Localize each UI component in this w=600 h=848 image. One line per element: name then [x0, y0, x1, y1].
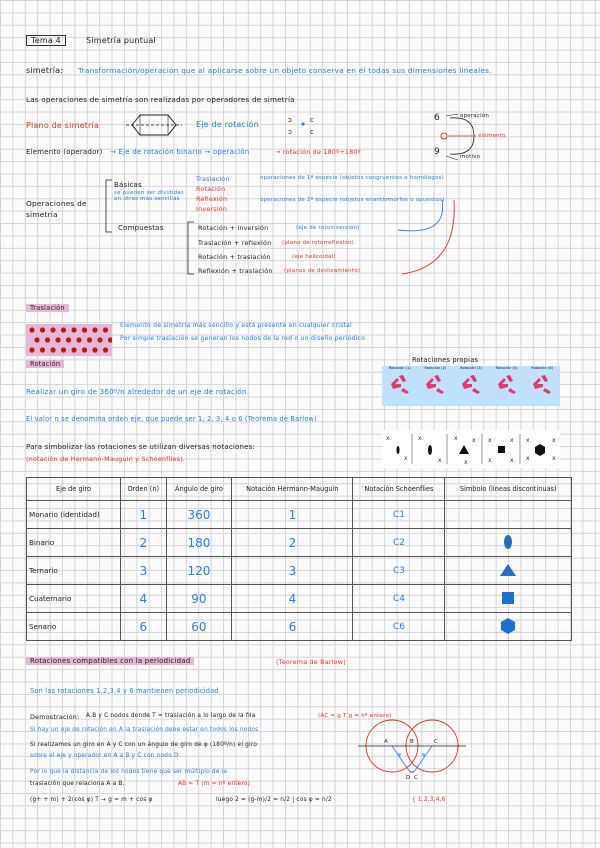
- comp-2: Traslación + reflexión: [198, 239, 272, 247]
- svg-text:x: x: [488, 457, 492, 464]
- table-row: [27, 613, 572, 641]
- svg-text:ↄ: ↄ: [288, 128, 292, 136]
- col-simbolo: Símbolo (líneas discontinuas): [445, 478, 572, 501]
- elemento-label: Elemento (operador): [26, 148, 103, 156]
- svg-text:c: c: [310, 128, 314, 136]
- comp-1-note: (eje de rotoinversión): [296, 225, 360, 231]
- page-title: Simetría puntual: [86, 36, 156, 45]
- lattice-node: [29, 347, 34, 352]
- cell-orden: 6: [121, 613, 167, 641]
- compat-line-1: Son las rotaciones 1,2,3,4 y 6 mantienen periodicidad: [30, 687, 219, 695]
- cell-schoenflies: C1: [353, 501, 445, 529]
- svg-text:x: x: [526, 437, 530, 444]
- svg-text:D: D: [406, 775, 411, 781]
- lattice-pattern: [26, 324, 112, 356]
- cell-schoenflies: C3: [353, 557, 445, 585]
- rotation-hand-cell: [490, 366, 524, 398]
- svg-text:φ: φ: [422, 752, 426, 758]
- hand-icon: [456, 370, 486, 398]
- motif-nine: 9: [434, 147, 440, 157]
- op-sim-label: Operaciones de simetría: [26, 199, 87, 219]
- dem-1-red: (AC = g T g = nº entero): [318, 713, 392, 719]
- tema-label: Tema 4: [31, 36, 61, 45]
- cell-angulo: 90: [166, 585, 232, 613]
- hand-label: Rotación (1): [388, 366, 411, 370]
- cell-hm: 2: [232, 529, 353, 557]
- col-eje: Eje de giro: [27, 478, 121, 501]
- hand-label: Rotación (3): [460, 366, 482, 370]
- svg-text:x: x: [472, 437, 476, 444]
- hand-icon: [420, 370, 450, 398]
- svg-text:x: x: [510, 437, 514, 444]
- table-row: [27, 557, 572, 585]
- lattice-node: [71, 347, 76, 352]
- cell-eje: Senario: [27, 613, 121, 641]
- svg-text:x: x: [526, 455, 530, 462]
- cell-schoenflies: C4: [353, 585, 445, 613]
- lattice-node: [34, 337, 39, 342]
- motif-six: 6: [434, 113, 440, 123]
- dem-2: Si hay un eje de rotación en A la traslación debe estar en todos los nodos: [30, 727, 259, 733]
- lattice-node: [50, 327, 55, 332]
- dem-6: traslación que relaciona A a B.: [30, 781, 125, 787]
- svg-text:φ: φ: [398, 752, 402, 758]
- oval-symbol-icon: [445, 529, 572, 557]
- lattice-node: [82, 347, 87, 352]
- cell-schoenflies: C6: [353, 613, 445, 641]
- diagram-operacion: operación: [460, 113, 490, 119]
- svg-text:ↄ: ↄ: [288, 116, 292, 124]
- traslacion-line-2: Por simple traslación se generan los nodos de la red o un diseño periódico: [120, 335, 366, 342]
- diagram-motivo: motivo: [460, 154, 481, 160]
- svg-text:x: x: [386, 435, 390, 442]
- comp-3: Rotación + traslación: [198, 253, 271, 261]
- hand-icon: [527, 370, 557, 398]
- svg-text:B: B: [410, 739, 414, 745]
- rotation-hand-cell: [418, 366, 452, 398]
- col-schoenflies: Notación Schoenflies: [353, 478, 445, 501]
- rotation-hand-cell: [454, 366, 488, 398]
- lattice-node: [66, 337, 71, 342]
- dem-5: Por lo que la distancia de los nodos tiene que ser múltiplo de la: [30, 769, 228, 775]
- lattice-node: [55, 337, 60, 342]
- elemento-text: → Eje de rotación binario → operación: [110, 148, 250, 156]
- comp-4: Reflexión + traslación: [198, 267, 273, 275]
- rotation-dots-figure: [286, 112, 320, 136]
- cell-angulo: 120: [166, 557, 232, 585]
- dem-7b: luego 2 = (g-m)/2 = n/2 | cos φ = n/2: [216, 797, 332, 803]
- dem-label: Demostración:: [30, 713, 80, 721]
- lattice-node: [103, 327, 108, 332]
- cell-hm: 4: [232, 585, 353, 613]
- hand-label: Rotación (6): [531, 366, 554, 370]
- dem-6b: AB = T (m = nº entero): [178, 781, 251, 787]
- traslacion-heading: Traslación: [26, 304, 69, 312]
- cell-schoenflies: C2: [353, 529, 445, 557]
- compat-heading: Rotaciones compatibles con la periodicidad: [26, 657, 194, 665]
- compat-teorema: (Teorema de Barlow): [276, 658, 346, 666]
- comp-arrows: [388, 196, 458, 280]
- cell-angulo: 360: [166, 501, 232, 529]
- comp-brace: [186, 220, 196, 276]
- rotation-table: [26, 477, 572, 641]
- cell-hm: 6: [232, 613, 353, 641]
- rotation-hand-cell: [525, 366, 559, 398]
- rotacion-heading: Rotación: [26, 360, 64, 368]
- prism-figure: [126, 111, 182, 139]
- triangle-symbol-icon: [445, 557, 572, 585]
- cell-hm: 1: [232, 501, 353, 529]
- cell-eje: Ternario: [27, 557, 121, 585]
- lattice-node: [97, 337, 102, 342]
- svg-text:A: A: [384, 739, 388, 745]
- basic-note-1: operaciones de 1ª especie (objetos congruentes o homólogos): [260, 175, 444, 181]
- svg-text:C: C: [434, 739, 438, 745]
- plano-simetria: Plano de simetría: [26, 121, 100, 130]
- hand-label: Rotación (2): [424, 366, 447, 370]
- dem-1: A,B y C nodos donde T = traslación a lo largo de la fila: [86, 713, 256, 719]
- col-hm: Notación Hermann-Mauguin: [232, 478, 353, 501]
- cell-orden: 1: [121, 501, 167, 529]
- none-symbol-icon: [445, 501, 572, 529]
- elemento-red: → rotación de 180º+180º: [275, 148, 361, 156]
- rotacion-line-3: Para simbolizar las rotaciones se utilizan diversas notaciones:: [26, 443, 256, 451]
- cell-hm: 3: [232, 557, 353, 585]
- svg-text:x: x: [552, 437, 556, 444]
- svg-text:x: x: [418, 435, 422, 442]
- basic-note-2: operaciones de 2ª especie (objetos enantiomorfos o opuestos): [260, 197, 445, 203]
- rotacion-line-2: El valor n se denomina orden eje, que puede ser 1, 2, 3, 4 o 6 (Teorema de Barlow): [26, 415, 317, 423]
- comp-3-note: (eje helicoidal): [292, 254, 336, 260]
- cell-angulo: 180: [166, 529, 232, 557]
- dem-7c: { 1,2,3,4,6: [412, 797, 446, 803]
- lattice-node: [50, 347, 55, 352]
- svg-text:x: x: [552, 455, 556, 462]
- svg-text:x: x: [464, 459, 468, 466]
- rotaciones-propias: Rotaciones propias: [412, 356, 479, 364]
- rotacion-line-4: (notación de Hermann-Mauguin y Schoenflies).: [26, 455, 186, 463]
- rotacion-line-1: Realizar un giro de 360º/n alrededor de un eje de rotación.: [26, 387, 250, 396]
- svg-text:x: x: [404, 455, 408, 462]
- lattice-node: [87, 337, 92, 342]
- svg-text:x: x: [438, 457, 442, 464]
- table-row: [27, 585, 572, 613]
- comp-1: Rotación + inversión: [198, 224, 269, 232]
- table-header-row: [27, 478, 572, 501]
- lattice-node: [92, 347, 97, 352]
- table-row: [27, 529, 572, 557]
- rotation-symbols-figure: [382, 430, 560, 468]
- cell-eje: Cuaternario: [27, 585, 121, 613]
- lattice-node: [40, 347, 45, 352]
- col-orden: Orden (n): [121, 478, 167, 501]
- lattice-node: [40, 327, 45, 332]
- lattice-node: [45, 337, 50, 342]
- square-symbol-icon: [445, 585, 572, 613]
- hexagon-symbol-icon: [445, 613, 572, 641]
- cell-eje: Monario (identidad): [27, 501, 121, 529]
- simetria-label: simetría:: [26, 66, 64, 75]
- svg-text:x: x: [510, 457, 514, 464]
- diagram-elemento: elemento: [478, 133, 506, 139]
- hand-label: Rotación (4): [495, 366, 518, 370]
- svg-text:x: x: [488, 437, 492, 444]
- lattice-node: [82, 327, 87, 332]
- basicas-sub: se pueden ser divididas en otras más sencillas: [114, 190, 184, 202]
- rotation-hand-cell: [383, 366, 417, 398]
- dem-7: (g+ + m) + 2(cos φ) T → g = m + cos φ: [30, 797, 153, 803]
- lattice-node: [92, 327, 97, 332]
- basic-inversion: Inversión: [196, 205, 228, 213]
- lattice-node: [61, 327, 66, 332]
- cell-orden: 3: [121, 557, 167, 585]
- cell-orden: 2: [121, 529, 167, 557]
- svg-text:x: x: [454, 435, 458, 442]
- basic-traslacion: Traslación: [196, 175, 230, 183]
- hands-panel: [382, 366, 560, 406]
- tema-box: [26, 35, 66, 46]
- svg-text:C: C: [414, 775, 418, 781]
- lattice-node: [76, 337, 81, 342]
- comp-2-note: (plano de rotorreflexión): [282, 240, 355, 246]
- dem-3: Si realizamos un giro en A y C con un ángulo de giro de φ (180º/n) el giro: [30, 742, 258, 748]
- table-row: [27, 501, 572, 529]
- comp-4-note: (planos de deslizamiento): [284, 268, 361, 274]
- lattice-node: [103, 347, 108, 352]
- operaciones-line: Las operaciones de simetría son realizadas por operadores de simetría: [26, 95, 295, 104]
- hand-icon: [492, 370, 522, 398]
- cell-orden: 4: [121, 585, 167, 613]
- lattice-node: [29, 327, 34, 332]
- traslacion-line-1: Elemento de simetría más sencillo y está presente en cualquier cristal: [120, 322, 352, 329]
- basic-reflexion: Reflexión: [196, 195, 228, 203]
- cell-angulo: 60: [166, 613, 232, 641]
- hand-icon: [385, 370, 415, 398]
- op-sim-brace: [102, 178, 114, 234]
- simetria-definition: Transformación/operación que al aplicarse sobre un objeto conserva en él todas sus dimensiones lineales.: [78, 66, 492, 75]
- basic-rotacion: Rotación: [196, 185, 226, 193]
- svg-text:c: c: [310, 116, 314, 124]
- cell-eje: Binario: [27, 529, 121, 557]
- lattice-node: [71, 327, 76, 332]
- col-angulo: Ángulo de giro: [166, 478, 232, 501]
- barlow-circles-figure: [356, 714, 468, 782]
- basicas-label: Básicas: [114, 181, 142, 189]
- lattice-node: [61, 347, 66, 352]
- dem-4: sobre el eje y operador en A a B y C con nodo D: [30, 753, 179, 759]
- compuestas-label: Compuestas: [118, 224, 164, 232]
- eje-rotacion: Eje de rotación: [196, 120, 259, 129]
